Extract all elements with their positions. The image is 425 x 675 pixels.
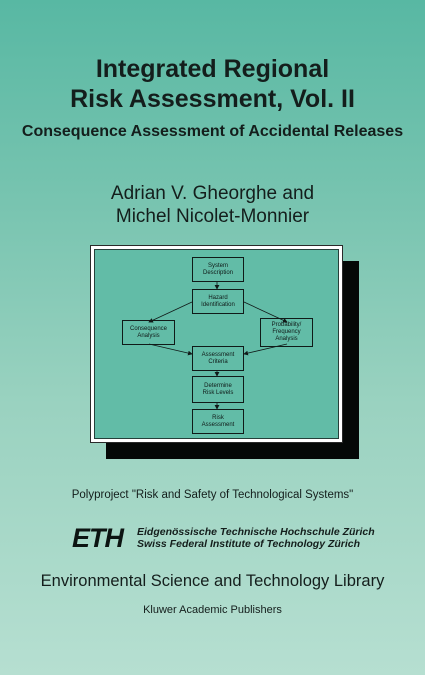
author-line-1: Adrian V. Gheorghe and	[110, 183, 315, 204]
series-library: Environmental Science and Technology Library	[40, 572, 385, 590]
title-line-2: Risk Assessment, Vol. II	[70, 85, 355, 113]
eth-logo: ETH	[72, 523, 123, 553]
polyproject-line: Polyproject "Risk and Safety of Technological Systems"	[71, 489, 354, 501]
node-assessment-criteria: Assessment Criteria	[192, 346, 244, 371]
node-system-description: System Description	[192, 257, 244, 282]
title-line-1: Integrated Regional	[95, 55, 330, 83]
node-risk-assessment: Risk Assessment	[192, 409, 244, 434]
author-line-2: Michel Nicolet-Monnier	[115, 206, 310, 227]
node-probability-frequency-analysis: Probability/ Frequency Analysis	[260, 318, 313, 347]
publisher: Kluwer Academic Publishers	[143, 604, 282, 616]
arrow-hazard-to-consequence	[149, 302, 192, 322]
flow-diagram	[90, 245, 343, 443]
eth-name-english: Swiss Federal Institute of Technology Zürich	[137, 538, 361, 550]
node-consequence-analysis: Consequence Analysis	[122, 320, 175, 345]
node-hazard-identification: Hazard Identification	[192, 289, 244, 314]
arrow-consequence-to-criteria	[149, 344, 192, 354]
subtitle: Consequence Assessment of Accidental Releases	[21, 123, 404, 140]
eth-name-german: Eidgenössische Technische Hochschule Zürich	[137, 526, 375, 538]
node-determine-risk-levels: Determine Risk Levels	[192, 376, 244, 403]
